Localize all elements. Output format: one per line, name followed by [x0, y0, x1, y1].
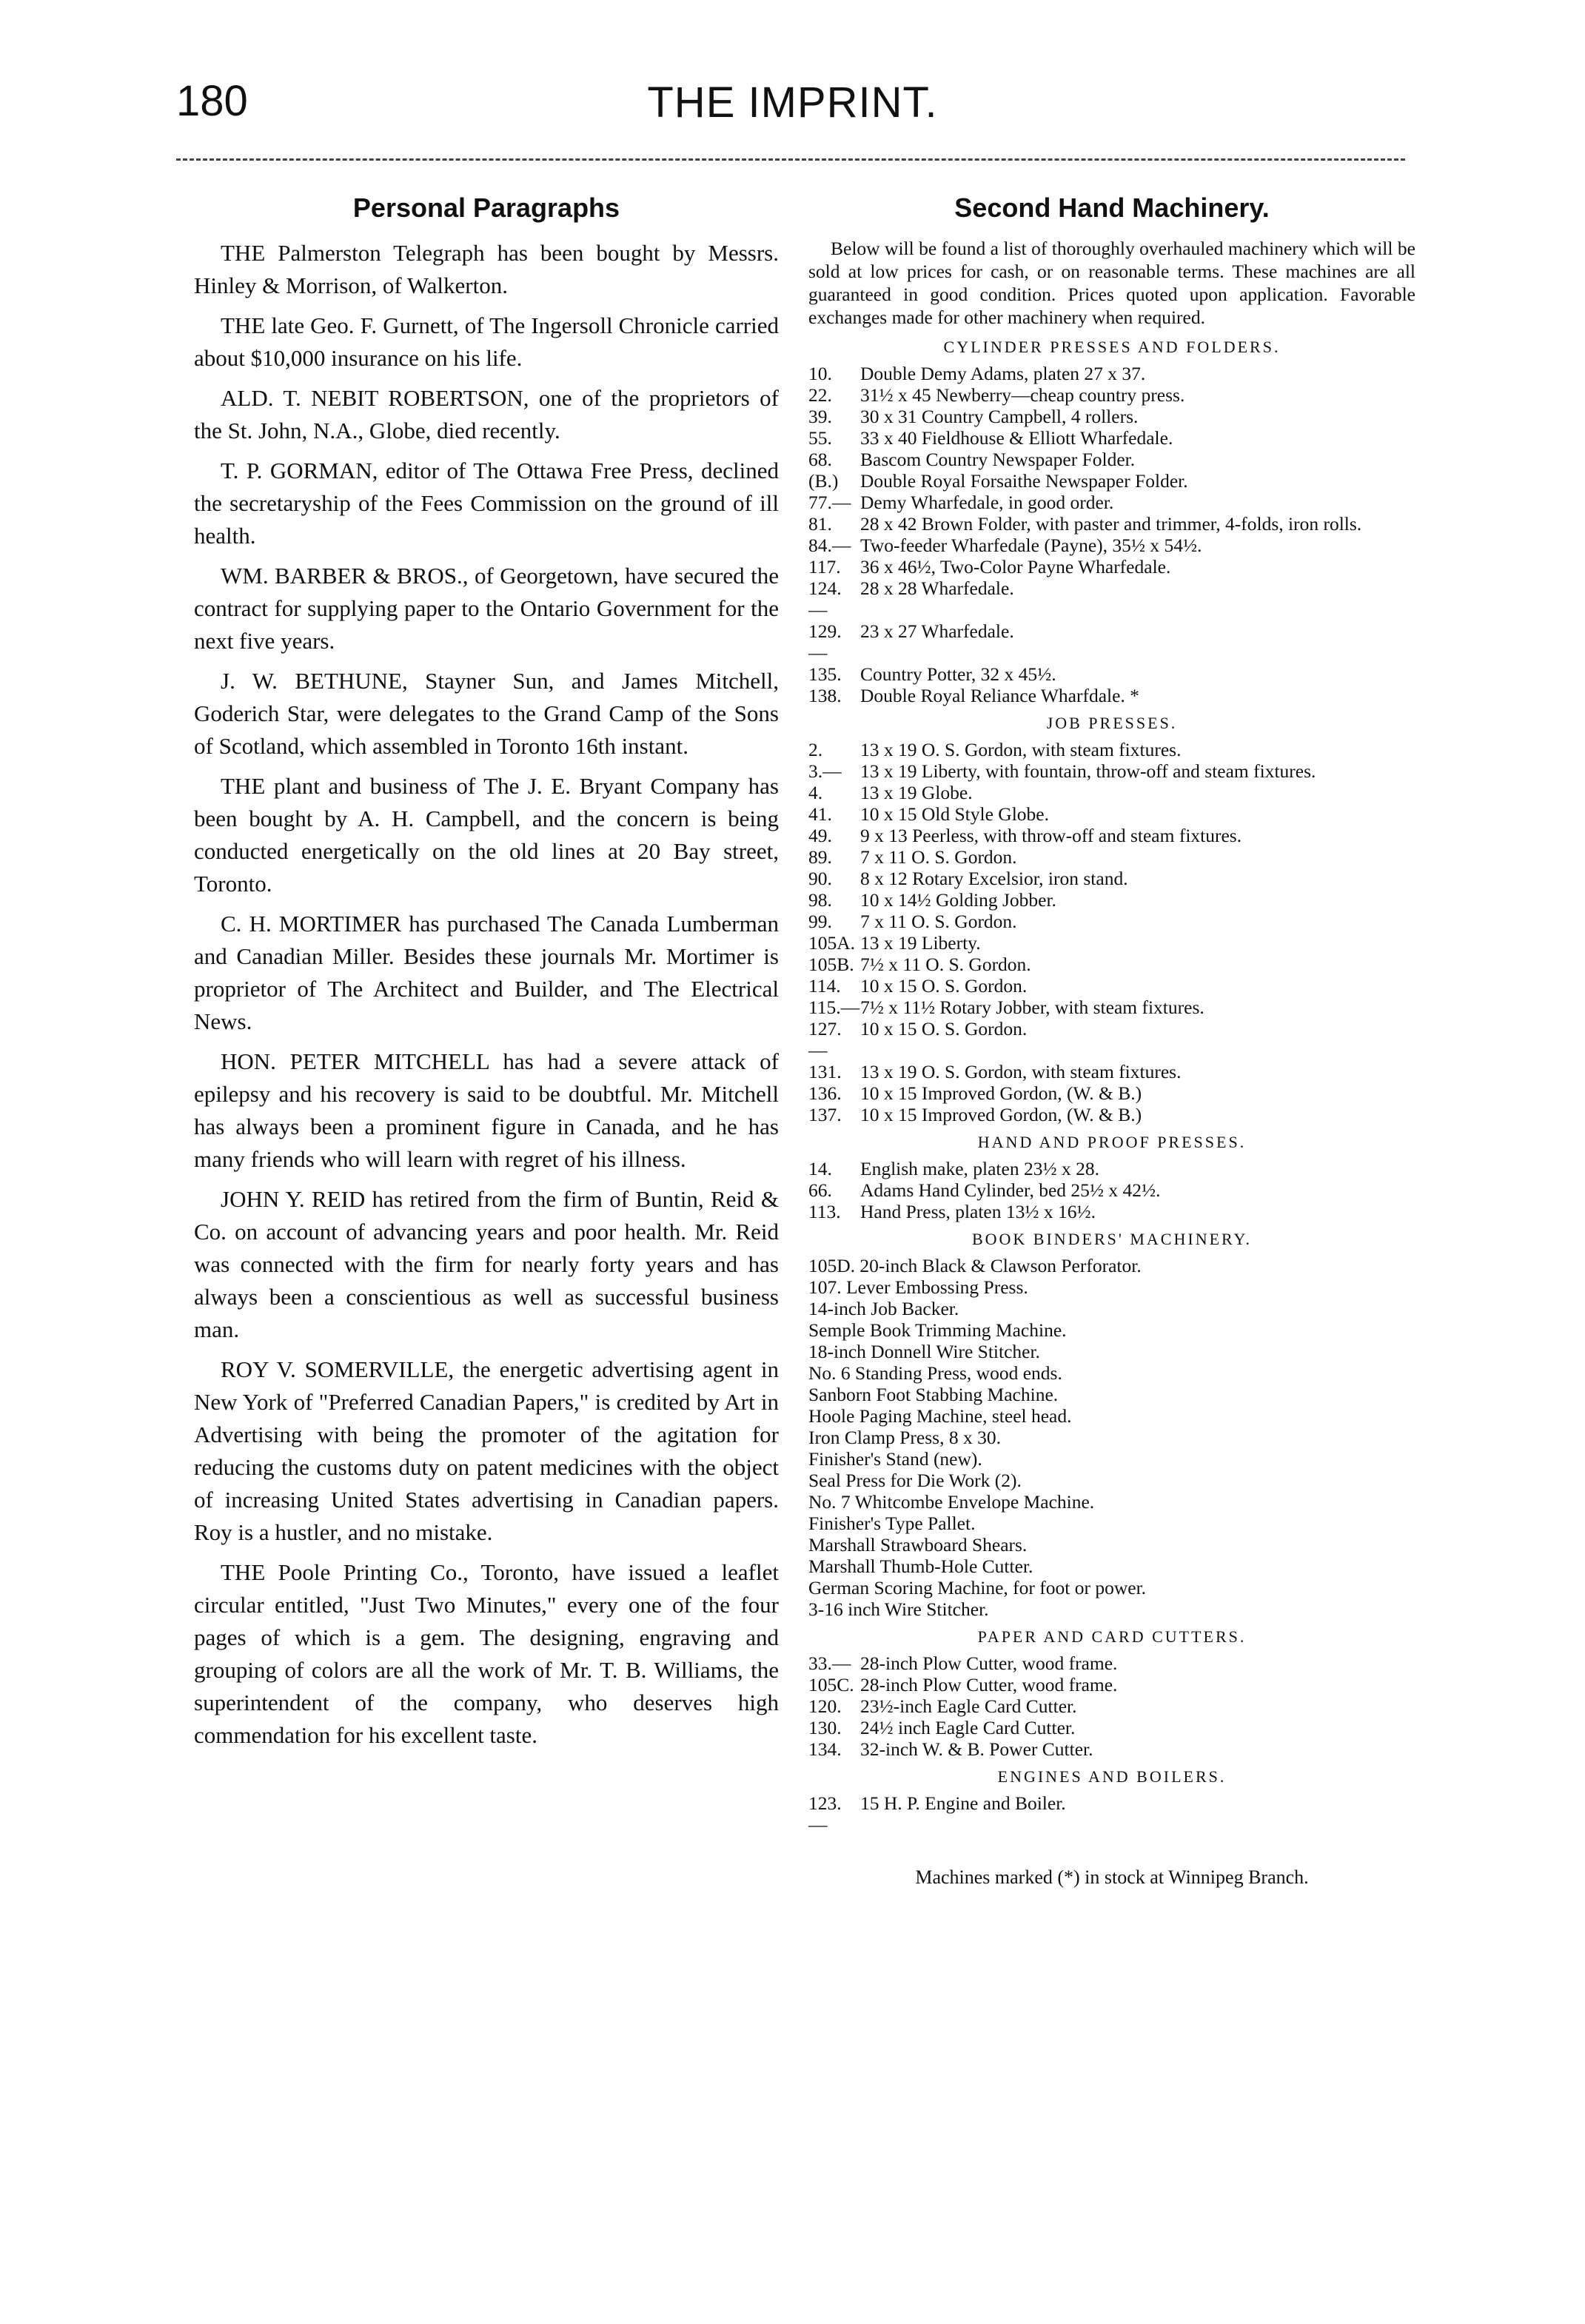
machinery-item — [808, 889, 1415, 911]
machinery-item — [808, 1104, 1415, 1125]
personal-paragraph: J. W. BETHUNE, Stayner Sun, and James Mitchell, Goderich Star, were delegates to the Grand Camp of the Sons of Scotland, which assembled in Toronto 16th instant. — [194, 668, 779, 759]
personal-paragraph: ALD. T. NEBIT ROBERTSON, one of the proprietors of the St. John, N.A., Globe, died recently. — [194, 385, 779, 443]
section-engines-boilers — [808, 1767, 1415, 1835]
machinery-heading: Second Hand Machinery. — [954, 192, 1270, 223]
machinery-list — [808, 739, 1415, 1125]
machinery-item — [808, 556, 1415, 577]
item-description: 13 x 19 O. S. Gordon, with steam fixtures. — [860, 1061, 1182, 1082]
machinery-item — [808, 975, 1415, 997]
machinery-item: 105D. 20-inch Black & Clawson Perforator. — [808, 1255, 1142, 1276]
item-description: Adams Hand Cylinder, bed 25½ x 42½. — [860, 1179, 1161, 1201]
personal-paragraphs-list — [194, 237, 779, 1752]
personal-paragraph: T. P. GORMAN, editor of The Ottawa Free Press, declined the secretaryship of the Fees Commission on the ground of ill health. — [194, 458, 779, 549]
personal-paragraphs-column — [194, 192, 779, 1759]
item-description: 7½ x 11½ Rotary Jobber, with steam fixtures. — [860, 997, 1204, 1018]
machinery-item — [808, 1158, 1415, 1179]
section-paper-cutters — [808, 1627, 1415, 1760]
personal-paragraph: THE plant and business of The J. E. Bryant Company has been bought by A. H. Campbell, and the concern is being conducted energetically on the old lines at 20 Bay street, Toronto. — [194, 773, 779, 897]
item-description: 7½ x 11 O. S. Gordon. — [860, 954, 1031, 975]
item-description: 32-inch W. & B. Power Cutter. — [860, 1738, 1093, 1760]
machinery-item — [808, 513, 1415, 535]
item-description: 36 x 46½, Two-Color Payne Wharfedale. — [860, 556, 1171, 577]
machinery-list — [808, 1792, 1415, 1835]
item-description: Double Demy Adams, platen 27 x 37. — [860, 363, 1146, 384]
machinery-item: Finisher's Type Pallet. — [808, 1513, 976, 1534]
machinery-item — [808, 1717, 1415, 1738]
machinery-item — [808, 739, 1415, 760]
item-number: 3.— — [808, 760, 842, 782]
item-number: 22. — [808, 384, 832, 406]
section-cylinder-presses — [808, 338, 1415, 706]
machinery-item — [808, 384, 1415, 406]
machinery-item — [808, 782, 1415, 803]
machinery-item: 18-inch Donnell Wire Stitcher. — [808, 1341, 1040, 1362]
item-number: 135. — [808, 663, 842, 685]
section-hand-proof-presses — [808, 1133, 1415, 1222]
item-number: 55. — [808, 427, 832, 449]
item-description: 13 x 19 Liberty, with fountain, throw-off and steam fixtures. — [860, 760, 1316, 782]
machinery-item — [808, 1018, 1415, 1061]
machinery-item — [808, 1082, 1415, 1104]
item-description: Double Royal Reliance Wharfdale. * — [860, 685, 1139, 706]
item-number: 81. — [808, 513, 832, 535]
item-number: 137. — [808, 1104, 842, 1125]
item-number: 105B. — [808, 954, 854, 975]
machinery-item: German Scoring Machine, for foot or power. — [808, 1577, 1147, 1598]
item-number: 99. — [808, 911, 832, 932]
machinery-item: Finisher's Stand (new). — [808, 1448, 982, 1470]
machinery-list — [808, 1158, 1415, 1222]
item-description: 10 x 15 Improved Gordon, (W. & B.) — [860, 1082, 1142, 1104]
machinery-item — [808, 1179, 1415, 1201]
item-description: English make, platen 23½ x 28. — [860, 1158, 1099, 1179]
machinery-list — [808, 1255, 1415, 1620]
machinery-item — [808, 577, 1415, 620]
machinery-list — [808, 363, 1415, 706]
machinery-item: Marshall Thumb-Hole Cutter. — [808, 1556, 1033, 1577]
item-description: 10 x 15 O. S. Gordon. — [860, 1018, 1028, 1039]
section-title: CYLINDER PRESSES AND FOLDERS. — [943, 338, 1281, 356]
item-number: 105C. — [808, 1674, 854, 1695]
personal-paragraph: THE Palmerston Telegraph has been bought by Messrs. Hinley & Morrison, of Walkerton. — [194, 240, 779, 298]
item-number: 84.— — [808, 535, 851, 556]
personal-paragraph: WM. BARBER & BROS., of Georgetown, have secured the contract for supplying paper to the Ontario Government for the next five years. — [194, 563, 779, 654]
item-number: 127.— — [808, 1018, 842, 1061]
machinery-item — [808, 997, 1415, 1018]
item-description: 10 x 14½ Golding Jobber. — [860, 889, 1056, 911]
item-description: 10 x 15 Old Style Globe. — [860, 803, 1049, 825]
item-number: 98. — [808, 889, 832, 911]
machinery-intro: Below will be found a list of thoroughly overhauled machinery which will be sold at low prices for cash, or on reasonable terms. These machines are all guaranteed in good condition. Prices quoted upon application. Favorable exchanges made for other machinery when required. — [808, 238, 1415, 328]
item-number: 113. — [808, 1201, 841, 1222]
machinery-item — [808, 427, 1415, 449]
item-description: Double Royal Forsaithe Newspaper Folder. — [860, 470, 1188, 492]
machinery-item — [808, 868, 1415, 889]
item-description: Country Potter, 32 x 45½. — [860, 663, 1056, 685]
machinery-item: 14-inch Job Backer. — [808, 1298, 959, 1319]
machinery-item — [808, 406, 1415, 427]
machinery-list — [808, 1652, 1415, 1760]
item-description: Hand Press, platen 13½ x 16½. — [860, 1201, 1096, 1222]
running-head: THE IMPRINT. — [647, 78, 938, 127]
item-description: 33 x 40 Fieldhouse & Elliott Wharfedale. — [860, 427, 1173, 449]
item-description: 13 x 19 Globe. — [860, 782, 973, 803]
machinery-item — [808, 449, 1415, 470]
item-number: (B.) — [808, 470, 839, 492]
machinery-item — [808, 911, 1415, 932]
section-book-binders — [808, 1230, 1415, 1620]
machinery-item — [808, 535, 1415, 556]
item-description: 10 x 15 O. S. Gordon. — [860, 975, 1028, 997]
personal-paragraph: ROY V. SOMERVILLE, the energetic advertising agent in New York of "Preferred Canadian Papers," is credited by Art in Advertising with being the promoter of the agitation for reducing the customs duty on patent medicines with the object of increasing United States advertising in Canadian papers. Roy is a hustler, and no mistake. — [194, 1356, 779, 1545]
item-description: 9 x 13 Peerless, with throw-off and steam fixtures. — [860, 825, 1242, 846]
item-number: 115.— — [808, 997, 860, 1018]
machinery-item — [808, 620, 1415, 663]
personal-paragraph: JOHN Y. REID has retired from the firm of Buntin, Reid & Co. on account of advancing years and poor health. Mr. Reid was connected with the firm for nearly forty years and has always been a conscientious as well as successful business man. — [194, 1186, 779, 1342]
item-description: 28-inch Plow Cutter, wood frame. — [860, 1652, 1118, 1674]
item-description: Two-feeder Wharfedale (Payne), 35½ x 54½. — [860, 535, 1202, 556]
item-number: 117. — [808, 556, 841, 577]
machinery-item: 107. Lever Embossing Press. — [808, 1276, 1028, 1298]
item-number: 114. — [808, 975, 841, 997]
item-description: 23 x 27 Wharfedale. — [860, 620, 1014, 642]
machinery-item — [808, 663, 1415, 685]
item-number: 4. — [808, 782, 823, 803]
item-number: 33.— — [808, 1652, 851, 1674]
item-number: 41. — [808, 803, 832, 825]
item-description: Bascom Country Newspaper Folder. — [860, 449, 1136, 470]
personal-paragraph: THE Poole Printing Co., Toronto, have issued a leaflet circular entitled, "Just Two Minutes," every one of the four pages of which is a gem. The designing, engraving and grouping of colors are all the work of Mr. T. B. Williams, the superintendent of the company, who deserves high commendation for his excellent taste. — [194, 1559, 779, 1748]
item-number: 49. — [808, 825, 832, 846]
item-description: 15 H. P. Engine and Boiler. — [860, 1792, 1066, 1814]
machinery-item: Semple Book Trimming Machine. — [808, 1319, 1067, 1341]
item-number: 130. — [808, 1717, 842, 1738]
machinery-item: 3-16 inch Wire Stitcher. — [808, 1598, 989, 1620]
machinery-item — [808, 470, 1415, 492]
machinery-item — [808, 492, 1415, 513]
section-job-presses — [808, 714, 1415, 1125]
item-number: 77.— — [808, 492, 851, 513]
item-number: 120. — [808, 1695, 842, 1717]
item-number: 90. — [808, 868, 832, 889]
item-description: 30 x 31 Country Campbell, 4 rollers. — [860, 406, 1139, 427]
item-number: 105A. — [808, 932, 856, 954]
item-number: 66. — [808, 1179, 832, 1201]
item-description: 28 x 42 Brown Folder, with paster and trimmer, 4-folds, iron rolls. — [860, 513, 1362, 535]
stock-footnote: Machines marked (*) in stock at Winnipeg Branch. — [915, 1866, 1309, 1888]
item-number: 138. — [808, 685, 842, 706]
header-rule — [176, 158, 1405, 161]
item-description: 28-inch Plow Cutter, wood frame. — [860, 1674, 1118, 1695]
machinery-item — [808, 954, 1415, 975]
machinery-item — [808, 803, 1415, 825]
item-number: 10. — [808, 363, 832, 384]
item-number: 136. — [808, 1082, 842, 1104]
item-description: Demy Wharfedale, in good order. — [860, 492, 1114, 513]
page-number: 180 — [176, 77, 248, 125]
section-title: PAPER AND CARD CUTTERS. — [977, 1627, 1247, 1646]
machinery-item — [808, 1738, 1415, 1760]
item-description: 7 x 11 O. S. Gordon. — [860, 846, 1017, 868]
machinery-item — [808, 760, 1415, 782]
machinery-item — [808, 1061, 1415, 1082]
machinery-item — [808, 1792, 1415, 1835]
personal-paragraphs-heading: Personal Paragraphs — [352, 192, 620, 223]
item-number: 123.— — [808, 1792, 842, 1835]
item-description: 31½ x 45 Newberry—cheap country press. — [860, 384, 1185, 406]
personal-paragraph: THE late Geo. F. Gurnett, of The Ingersoll Chronicle carried about $10,000 insurance on his life. — [194, 312, 779, 371]
machinery-item: Marshall Strawboard Shears. — [808, 1534, 1028, 1556]
section-title: BOOK BINDERS' MACHINERY. — [971, 1230, 1253, 1248]
item-description: 23½-inch Eagle Card Cutter. — [860, 1695, 1077, 1717]
personal-paragraph: HON. PETER MITCHELL has had a severe attack of epilepsy and his recovery is said to be doubtful. Mr. Mitchell has always been a prominent figure in Canada, and he has many friends who will learn with regret of his illness. — [194, 1048, 779, 1172]
section-title: ENGINES AND BOILERS. — [997, 1767, 1227, 1786]
machinery-item — [808, 932, 1415, 954]
item-description: 24½ inch Eagle Card Cutter. — [860, 1717, 1076, 1738]
machinery-item: Seal Press for Die Work (2). — [808, 1470, 1022, 1491]
machinery-item: Sanborn Foot Stabbing Machine. — [808, 1384, 1059, 1405]
item-number: 129.— — [808, 620, 842, 663]
machinery-item: No. 7 Whitcombe Envelope Machine. — [808, 1491, 1095, 1513]
item-description: 8 x 12 Rotary Excelsior, iron stand. — [860, 868, 1128, 889]
personal-paragraph: C. H. MORTIMER has purchased The Canada Lumberman and Canadian Miller. Besides these journals Mr. Mortimer is proprietor of The Architect and Builder, and The Electrical News. — [194, 911, 779, 1034]
machinery-item — [808, 1652, 1415, 1674]
machinery-item: Hoole Paging Machine, steel head. — [808, 1405, 1072, 1427]
item-number: 131. — [808, 1061, 842, 1082]
item-number: 68. — [808, 449, 832, 470]
section-title: HAND AND PROOF PRESSES. — [977, 1133, 1247, 1151]
machinery-item: Iron Clamp Press, 8 x 30. — [808, 1427, 1001, 1448]
item-number: 39. — [808, 406, 832, 427]
machinery-item — [808, 1674, 1415, 1695]
item-description: 28 x 28 Wharfedale. — [860, 577, 1014, 599]
item-description: 13 x 19 O. S. Gordon, with steam fixtures. — [860, 739, 1182, 760]
item-number: 124.— — [808, 577, 842, 620]
item-number: 89. — [808, 846, 832, 868]
machinery-item — [808, 1201, 1415, 1222]
item-number: 14. — [808, 1158, 832, 1179]
machinery-item — [808, 363, 1415, 384]
machinery-item — [808, 846, 1415, 868]
machinery-column — [808, 192, 1415, 1889]
item-description: 10 x 15 Improved Gordon, (W. & B.) — [860, 1104, 1142, 1125]
section-title: JOB PRESSES. — [1046, 714, 1178, 732]
item-description: 13 x 19 Liberty. — [860, 932, 981, 954]
machinery-item: No. 6 Standing Press, wood ends. — [808, 1362, 1062, 1384]
item-number: 2. — [808, 739, 823, 760]
item-number: 134. — [808, 1738, 842, 1760]
machinery-item — [808, 825, 1415, 846]
machinery-item — [808, 685, 1415, 706]
item-description: 7 x 11 O. S. Gordon. — [860, 911, 1017, 932]
machinery-item — [808, 1695, 1415, 1717]
